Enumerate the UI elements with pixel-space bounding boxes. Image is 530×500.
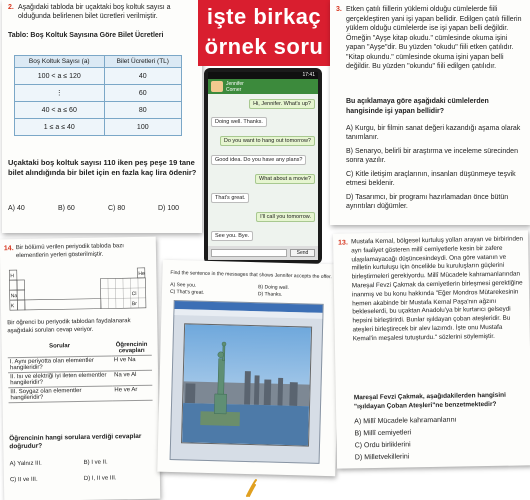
- element-symbol: Br: [131, 300, 137, 308]
- chat-message: I'll call you tomorrow.: [256, 212, 315, 222]
- chat-message: That's great.: [211, 193, 249, 203]
- table-cell: 100: [104, 119, 181, 136]
- table-header-price: Bilet Ücretleri (TL): [104, 56, 181, 68]
- browser-window: [170, 300, 324, 464]
- option-c[interactable]: C) Ordu birliklerini: [354, 441, 411, 450]
- option-c[interactable]: C) Kitle iletişim araçlarının, insanları düşünmeye teşvik etmesi beklenir.: [346, 171, 516, 187]
- question-intro-2: Bir öğrenci bu periyodik tablodan faydalanarak aşağıdaki soruları cevap veriyor.: [7, 318, 131, 335]
- element-symbol: Na: [10, 293, 18, 300]
- headline-banner: [198, 0, 330, 66]
- send-button[interactable]: Send: [290, 249, 315, 257]
- table-cell: I. Aynı periyotta olan elementler hangileridir?: [8, 356, 112, 373]
- table-cell: 40: [104, 68, 181, 85]
- table-cell: 100 < a ≤ 120: [15, 68, 105, 85]
- question-number: 14.: [3, 245, 14, 253]
- question-text: Uçaktaki boş koltuk sayısı 110 iken peş peşe 19 tane bilet alındığında bir bilet için en fazla kaç lira ödenir?: [8, 158, 197, 177]
- table-cell: 60: [104, 85, 181, 102]
- table-header-questions: Sorular: [8, 341, 112, 357]
- question-passage: Mustafa Kemal, bölgesel kurtuluş yolları arayan ve birbirinden ayrı faaliyet gösteren millî cemiyetlerle kesin bir zafere ulaşılamayacağı düşüncesindeydi. Ona göre vatanın ve milletin kurtuluşu için öncelikle bu kuruluşların güçlerini birleştirmeleri gerekiyordu. Millî Mücadele kahramanlarından Mareşal Fevzi Çakmak da cemiyetlerin birleşmesi gerektiğine inanmış ve bu konu hakkında "Eğer Mondros Mütarekesinin hemen akabinde bir Mustafa Kemal Paşa'nın ağzını bekleselerdi, bu uçaktan Anadolu'ya bir kurtarıcı gelseydi hepsini birleştirirdi. Bunlar ışıldayan çoban ateşleridir. Bu ateşleri birleştirecek bir alev lazımdı. İşte onu Mustafa Kemal'in meşalesi tutuşturdu." sözlerini söylemiştir.: [351, 235, 524, 343]
- status-bar-time: 17:41: [208, 72, 318, 79]
- question-passage: Etken çatılı fiillerin yüklemi olduğu cümlelerde fiili gerçekleştiren yani işi yapan bellidir. Edilgen çatılı fiillerin yüklem olduğu cümlelerde ise işi yapan belli değildir. Örneğin "Ayşe kitap okudu." cümlesinde okuma işini yapan "Ayşe"dir. Bu yüzden "okudu" fiili etken çatılıdır. "Kitap okundu." cümlesinde okuma işini yapan belli değildir. Bu yüzden "okundu" fiili edilgen çatılıdır.: [346, 6, 522, 70]
- chat-message: Hi, Jennifer. What's up?: [249, 99, 315, 109]
- contact-name: Jennifer Corner: [226, 81, 244, 93]
- question-text: Öğrencinin hangi sorulara verdiği cevaplar doğrudur?: [9, 432, 142, 451]
- element-symbol: He: [138, 270, 145, 277]
- option-d[interactable]: D) I, II ve III.: [83, 475, 117, 482]
- table-cell: H ve Na: [112, 355, 152, 371]
- option-b[interactable]: B) 60: [58, 205, 75, 212]
- question-intro: Aşağıdaki tabloda bir uçaktaki boş koltuk sayısı a olduğunda belirlenen bilet ücretleri verilmiştir.: [18, 4, 171, 20]
- option-b[interactable]: B) Doing well.: [258, 284, 290, 292]
- question-number: 13.: [338, 239, 348, 247]
- element-symbol: K: [10, 303, 15, 310]
- chat-message: Doing well. Thanks.: [211, 117, 267, 127]
- ticket-price-table: [14, 55, 182, 136]
- message-compose-bar: [208, 246, 318, 260]
- table-row: [15, 119, 182, 136]
- table-row: [8, 385, 152, 403]
- question-number: 3.: [336, 6, 342, 13]
- message-input[interactable]: [211, 249, 287, 257]
- option-d[interactable]: D) Milletvekillerini: [354, 453, 410, 462]
- table-header-seats: Boş Koltuk Sayısı (a): [15, 56, 105, 68]
- table-header-answers: Öğrencinin cevapları: [112, 341, 152, 356]
- table-cell: 40 < a ≤ 60: [15, 102, 105, 119]
- banner-line-2: örnek soru: [204, 34, 324, 59]
- phone-screen: [208, 72, 318, 260]
- table-cell: He ve Ar: [112, 385, 152, 401]
- option-c[interactable]: C) That's great.: [169, 288, 205, 296]
- banner-line-1: işte birkaç: [206, 4, 322, 29]
- chat-header: [208, 79, 318, 94]
- option-d[interactable]: D) 100: [158, 205, 180, 212]
- table-cell: ⋮: [15, 85, 105, 102]
- question-text: Bu açıklamaya göre aşağıdaki cümlelerden hangisinde işi yapan bellidir?: [346, 98, 489, 115]
- table-cell: 80: [104, 102, 181, 119]
- table-cell: II. Isı ve elektriği iyi ileten elementler hangileridir?: [8, 371, 112, 388]
- option-b[interactable]: B) Millî cemiyetleri: [354, 429, 412, 438]
- option-d[interactable]: D) Thanks.: [257, 291, 283, 298]
- option-b[interactable]: B) I ve II.: [83, 459, 108, 466]
- option-c[interactable]: C) II ve III.: [9, 476, 38, 484]
- chat-message: See you. Bye.: [211, 231, 253, 241]
- avatar: [211, 81, 223, 92]
- periodic-table-diagram: [8, 267, 147, 311]
- question-text: Mareşal Fevzi Çakmak, aşağıdakilerden hangisini "ışıldayan Çoban Ateşleri"ne benzetmektedir?: [353, 391, 506, 411]
- question-card-ticket-prices: [2, 0, 202, 233]
- question-card-periodic-table: [0, 237, 160, 500]
- question-number: 2.: [8, 4, 14, 11]
- phone-mockup: [204, 68, 322, 264]
- question-intro: Bir bölümü verilen periyodik tabloda bazı elementlerin yerleri gösterilmiştir.: [15, 243, 124, 260]
- answers-table: [8, 341, 153, 404]
- element-symbol: Cl: [131, 291, 137, 298]
- option-b[interactable]: B) Senaryo, belirli bir araştırma ve inceleme sürecinden sonra yazılır.: [346, 148, 518, 164]
- question-card-browser: [157, 260, 340, 477]
- option-c[interactable]: C) 80: [108, 205, 126, 212]
- question-card-grammar: [330, 0, 530, 225]
- table-title: Tablo: Boş Koltuk Sayısına Göre Bilet Ücretleri: [8, 32, 164, 39]
- option-a[interactable]: A) See you.: [170, 281, 197, 289]
- table-cell: 1 ≤ a ≤ 40: [15, 119, 105, 136]
- chat-message: Do you want to hang out tomorrow?: [220, 136, 315, 146]
- table-row: [15, 85, 182, 102]
- question-card-history: [333, 230, 530, 468]
- table-row: [15, 102, 182, 119]
- table-row: [15, 68, 182, 85]
- chat-message: Good idea. Do you have any plans?: [211, 155, 306, 165]
- question-instruction: Find the sentence in the messages that shows Jennifer accepts the offer.: [170, 269, 332, 281]
- option-a[interactable]: A) Millî Mücadele kahramanlarını: [354, 416, 457, 426]
- option-a[interactable]: A) Kurgu, bir filmin sanat değeri kazandığı aşama olarak tanımlanır.: [346, 125, 521, 141]
- table-cell: III. Soygaz olan elementler hangileridir?: [8, 386, 112, 403]
- element-symbol: H: [10, 273, 15, 280]
- statue-of-liberty-photo: [181, 323, 312, 446]
- option-a[interactable]: A) 40: [8, 205, 25, 212]
- option-a[interactable]: A) Yalnız III.: [9, 460, 42, 468]
- option-d[interactable]: D) Tasarımcı, bir programı hazırlamadan önce bütün ayrıntıları düğümler.: [346, 194, 509, 210]
- table-cell: Na ve Al: [112, 370, 152, 386]
- pen-stroke-decoration: [241, 478, 261, 498]
- chat-message: What about a movie?: [255, 174, 315, 184]
